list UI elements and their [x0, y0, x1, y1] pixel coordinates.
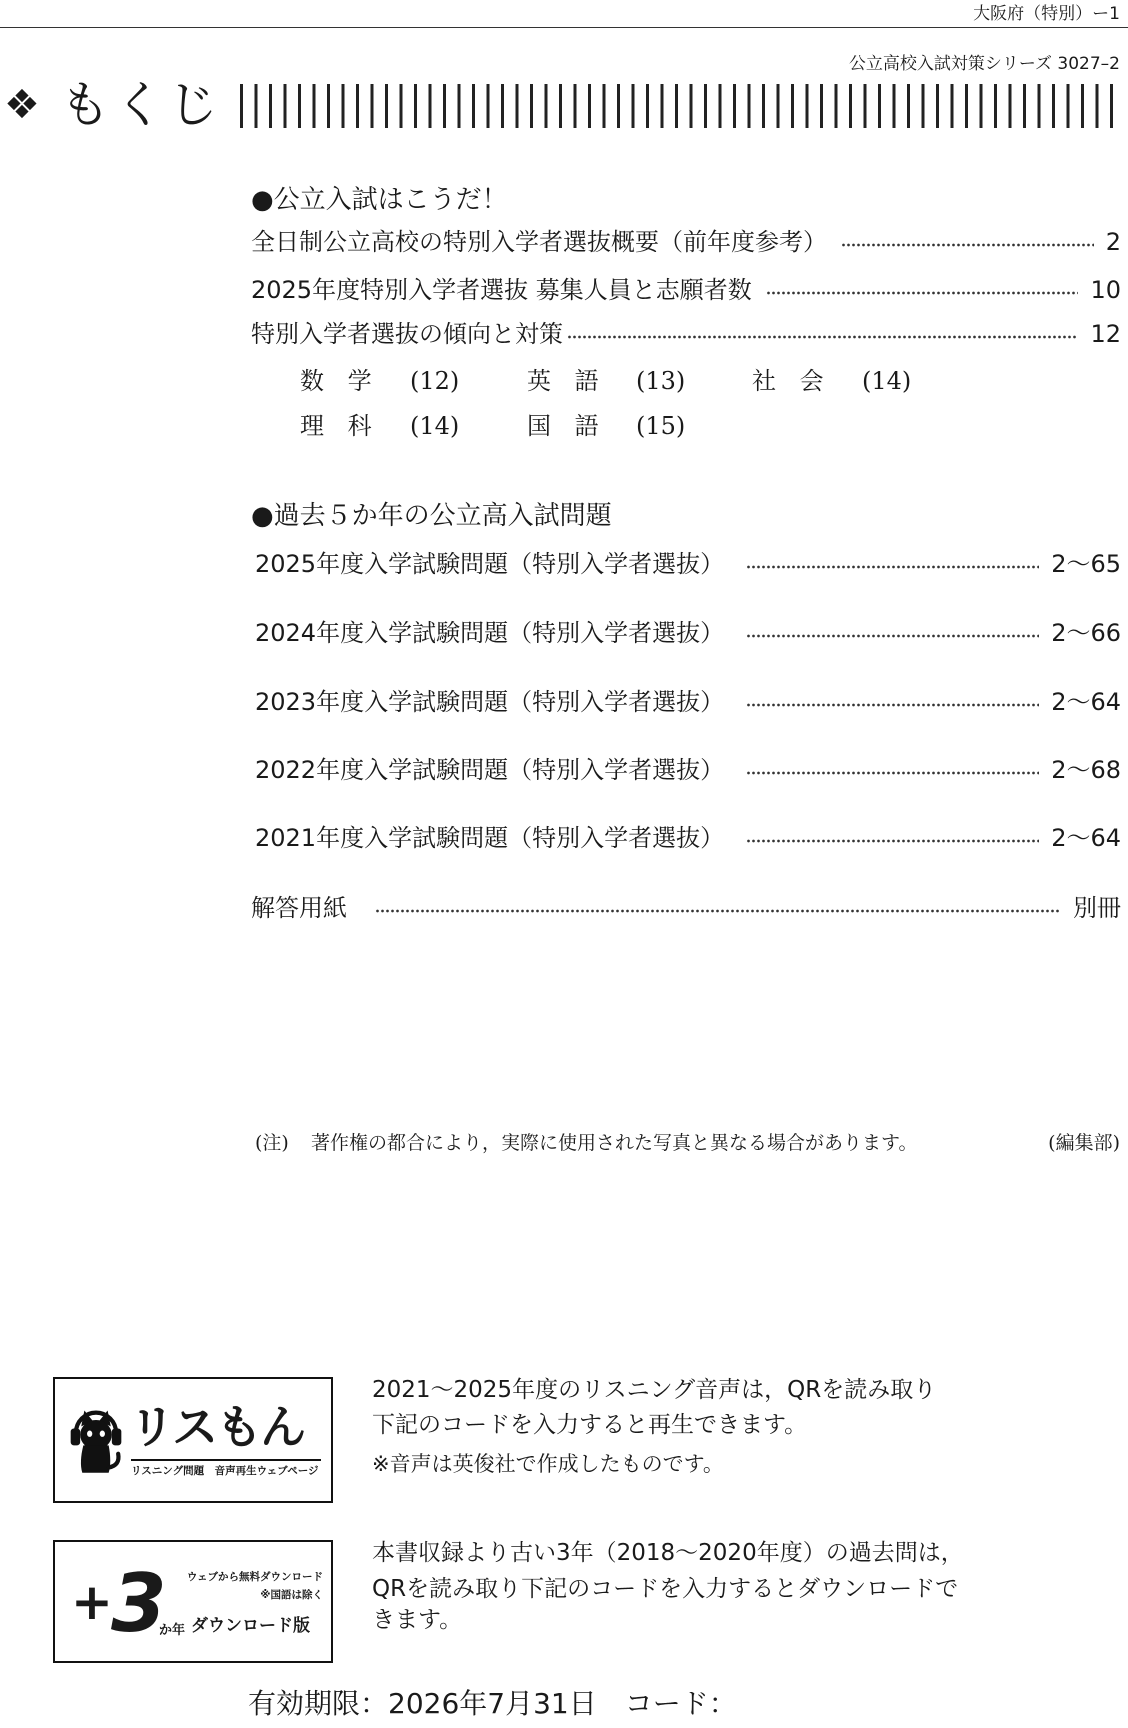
- toc-row-label: 2023年度入学試験問題（特別入学者選抜）: [255, 688, 725, 716]
- toc-leader: [375, 909, 1061, 913]
- header-page-label: 大阪府（特別）ー1: [973, 4, 1120, 24]
- subject-name: 社 会: [752, 367, 824, 395]
- toc-leader: [746, 565, 1039, 569]
- toc-row: [255, 754, 1121, 786]
- toc-row-label: 特別入学者選抜の傾向と対策: [251, 320, 563, 348]
- section-heading: ●過去５か年の公立高入試問題: [251, 501, 612, 531]
- toc-row-label: 2022年度入学試験問題（特別入学者選抜）: [255, 756, 725, 784]
- subject-page: (12): [410, 367, 460, 395]
- toc-title: もくじ: [60, 76, 222, 134]
- toc-leader: [567, 335, 1078, 339]
- toc-page-number: 2〜64: [1051, 688, 1121, 716]
- toc-row: [255, 686, 1121, 718]
- toc-leader: [746, 771, 1039, 775]
- toc-leader: [746, 703, 1039, 707]
- download-text-line: QRを読み取り下記のコードを入力するとダウンロードで: [372, 1576, 959, 1602]
- toc-row: [251, 274, 1121, 306]
- download-exclusion-note: ※国語は除く: [260, 1589, 323, 1601]
- toc-page-number: 2〜68: [1051, 756, 1121, 784]
- subject-name: 英 語: [527, 367, 599, 395]
- diamond-ornament-icon: ❖: [4, 82, 40, 128]
- years-number: 3: [111, 1557, 167, 1650]
- toc-leader: [746, 634, 1039, 638]
- toc-leader: [841, 243, 1094, 247]
- toc-page-number: 10: [1090, 276, 1121, 304]
- logo-underline: [131, 1459, 321, 1461]
- listening-logo-text: リスもん: [129, 1400, 305, 1454]
- toc-row-label: 2025年度特別入学者選抜 募集人員と志願者数: [251, 276, 752, 304]
- toc-row-label: 全日制公立高校の特別入学者選抜概要（前年度参考）: [251, 228, 827, 256]
- listening-logo-subtitle: リスニング問題 音声再生ウェブページ: [131, 1465, 319, 1477]
- toc-leader: [766, 291, 1079, 295]
- toc-leader: [746, 839, 1039, 843]
- download-caption: ウェブから無料ダウンロード: [186, 1571, 323, 1583]
- series-label: 公立高校入試対策シリーズ 3027–2: [848, 54, 1120, 74]
- section-heading: ●公立入試はこうだ！: [251, 185, 508, 215]
- subject-page: (13): [636, 367, 686, 395]
- download-text-line: きます。: [372, 1607, 463, 1633]
- listening-text-line: 2021〜2025年度のリスニング音声は，QRを読み取り: [372, 1377, 937, 1403]
- toc-row: [251, 318, 1121, 350]
- toc-page-number: 2〜64: [1051, 824, 1121, 852]
- toc-page-number: 12: [1090, 320, 1121, 348]
- download-edition-label: ダウンロード版: [191, 1616, 310, 1636]
- download-text-line: 本書収録より古い3年（2018〜2020年度）の過去問は，: [372, 1540, 964, 1566]
- toc-page-number: 2: [1105, 228, 1121, 256]
- subject-name: 数 学: [300, 367, 372, 395]
- listening-text-note: ※音声は英俊社で作成したものです。: [372, 1452, 724, 1476]
- listening-logo-box: [53, 1377, 333, 1503]
- download-logo-box: [53, 1540, 333, 1663]
- toc-row: [255, 617, 1121, 649]
- toc-row: [251, 226, 1121, 258]
- subject-page: (15): [636, 412, 686, 440]
- toc-page-number: 2〜66: [1051, 619, 1121, 647]
- note-credit: (編集部): [1048, 1132, 1120, 1154]
- toc-row-label: 2024年度入学試験問題（特別入学者選抜）: [255, 619, 725, 647]
- subject-page: (14): [862, 367, 912, 395]
- subject-name: 国 語: [527, 412, 599, 440]
- toc-row-label: 2021年度入学試験問題（特別入学者選抜）: [255, 824, 725, 852]
- toc-row: [255, 822, 1121, 854]
- note-prefix: (注): [255, 1132, 289, 1154]
- plus-sign: +: [71, 1573, 113, 1631]
- toc-row: [255, 548, 1121, 580]
- note-text: 著作権の都合により，実際に使用された写真と異なる場合があります。: [311, 1132, 918, 1154]
- toc-row-label: 解答用紙: [251, 894, 347, 922]
- cat-headphones-icon: [69, 1401, 123, 1481]
- toc-page-number: 別冊: [1073, 894, 1121, 922]
- expiry-code-line: 有効期限：2026年7月31日 コード：: [248, 1687, 737, 1720]
- toc-row: [251, 892, 1121, 924]
- years-unit: か年: [159, 1623, 186, 1638]
- listening-text-line: 下記のコードを入力すると再生できます。: [372, 1412, 808, 1438]
- header-rule: [0, 27, 1128, 28]
- subject-page: (14): [410, 412, 460, 440]
- subject-name: 理 科: [300, 412, 372, 440]
- title-decoration-bars: [240, 84, 1120, 128]
- toc-row-label: 2025年度入学試験問題（特別入学者選抜）: [255, 550, 725, 578]
- toc-page-number: 2〜65: [1051, 550, 1121, 578]
